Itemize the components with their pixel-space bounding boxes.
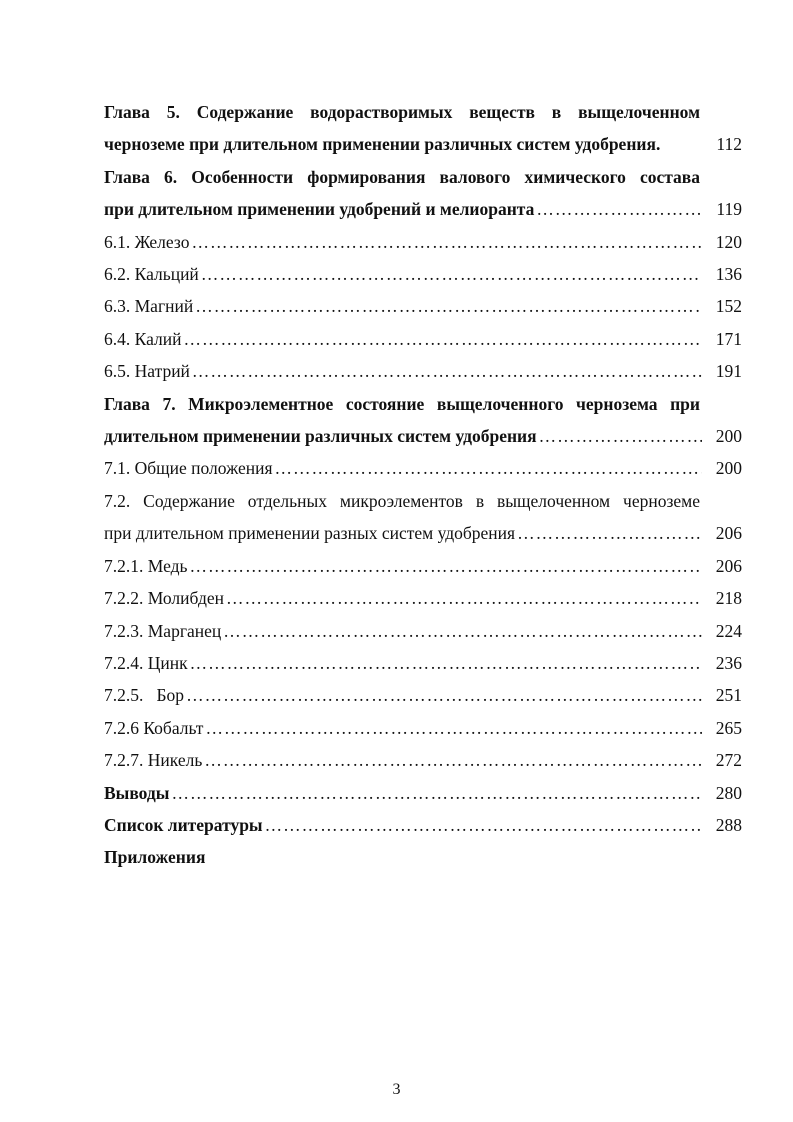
toc-entry-title: 6.4. Калий [104, 328, 182, 349]
toc-entry-title: Выводы [104, 782, 170, 803]
toc-page-number: 206 [715, 555, 742, 576]
toc-entry-title: 6.2. Кальций [104, 264, 199, 285]
toc-page-number: 265 [715, 717, 742, 738]
toc-item [104, 550, 742, 582]
toc-page-number: 206 [715, 523, 742, 544]
toc-item [104, 679, 742, 711]
toc-entry-title: 7.2.3. Марганец [104, 620, 222, 641]
toc-page-number: 224 [715, 620, 742, 641]
toc-page-number: 136 [715, 264, 742, 285]
toc-entry-title: 6.3. Магний [104, 296, 194, 317]
toc-page-number: 171 [715, 328, 742, 349]
toc-entry-title: черноземе при длительном применении различных систем удобрения. [104, 134, 661, 155]
table-of-contents [104, 96, 742, 874]
toc-item [104, 452, 742, 484]
toc-entry-title: 6.5. Натрий [104, 361, 190, 382]
toc-entry-title: Список литературы [104, 814, 263, 835]
toc-entry-title: 7.2.6 Кобальт [104, 717, 204, 738]
toc-page-number: 218 [715, 588, 742, 609]
toc-page-number: 272 [715, 750, 742, 771]
toc-item [104, 744, 742, 776]
toc-page-number: 120 [715, 231, 742, 252]
toc-entry-title: Приложения [104, 847, 206, 868]
toc-entry-title: при длительном применении разных систем удобрения [104, 523, 516, 544]
toc-item [104, 647, 742, 679]
toc-page-number: 200 [715, 426, 742, 447]
toc-chapter-6 [104, 161, 742, 226]
toc-item [104, 290, 742, 322]
toc-item [104, 355, 742, 387]
toc-page-number: 288 [715, 814, 742, 835]
toc-entry-title: Глава 6. Особенности формирования валового химического состава [104, 166, 700, 187]
toc-entry-title: 7.2. Содержание отдельных микроэлементов в выщелоченном черноземе [104, 490, 700, 511]
toc-entry-title: 7.1. Общие положения [104, 458, 273, 479]
toc-page-number: 191 [715, 361, 742, 382]
toc-entry-title: длительном применении различных систем удобрения [104, 426, 537, 447]
toc-entry-title: Глава 7. Микроэлементное состояние выщелоченного чернозема при [104, 393, 700, 414]
toc-entry-title: 7.2.7. Никель [104, 750, 203, 771]
toc-conclusions [104, 777, 742, 809]
toc-page-number: 119 [716, 199, 742, 220]
toc-page-number: 280 [715, 782, 742, 803]
toc-section-7-2 [104, 485, 742, 550]
toc-page-number: 112 [716, 134, 742, 155]
toc-entry-title: 6.1. Железо [104, 231, 190, 252]
toc-item [104, 712, 742, 744]
toc-item [104, 258, 742, 290]
toc-item [104, 226, 742, 258]
toc-entry-title: 7.2.4. Цинк [104, 652, 188, 673]
toc-chapter-7 [104, 388, 742, 453]
toc-item [104, 323, 742, 355]
toc-entry-title: 7.2.2. Молибден [104, 588, 224, 609]
toc-chapter-5 [104, 96, 742, 161]
page-number: 3 [392, 1081, 401, 1098]
toc-item [104, 615, 742, 647]
toc-item [104, 582, 742, 614]
toc-page-number: 236 [715, 652, 742, 673]
toc-references [104, 809, 742, 841]
toc-appendices [104, 841, 742, 873]
toc-entry-title: при длительном применении удобрений и мелиоранта [104, 199, 535, 220]
toc-page-number: 251 [715, 685, 742, 706]
toc-entry-title: Глава 5. Содержание водорастворимых веществ в выщелоченном [104, 102, 700, 122]
toc-page-number: 152 [715, 296, 742, 317]
toc-entry-title: 7.2.5. Бор [104, 685, 185, 706]
toc-page-number: 200 [715, 458, 742, 479]
toc-entry-title: 7.2.1. Медь [104, 555, 188, 576]
